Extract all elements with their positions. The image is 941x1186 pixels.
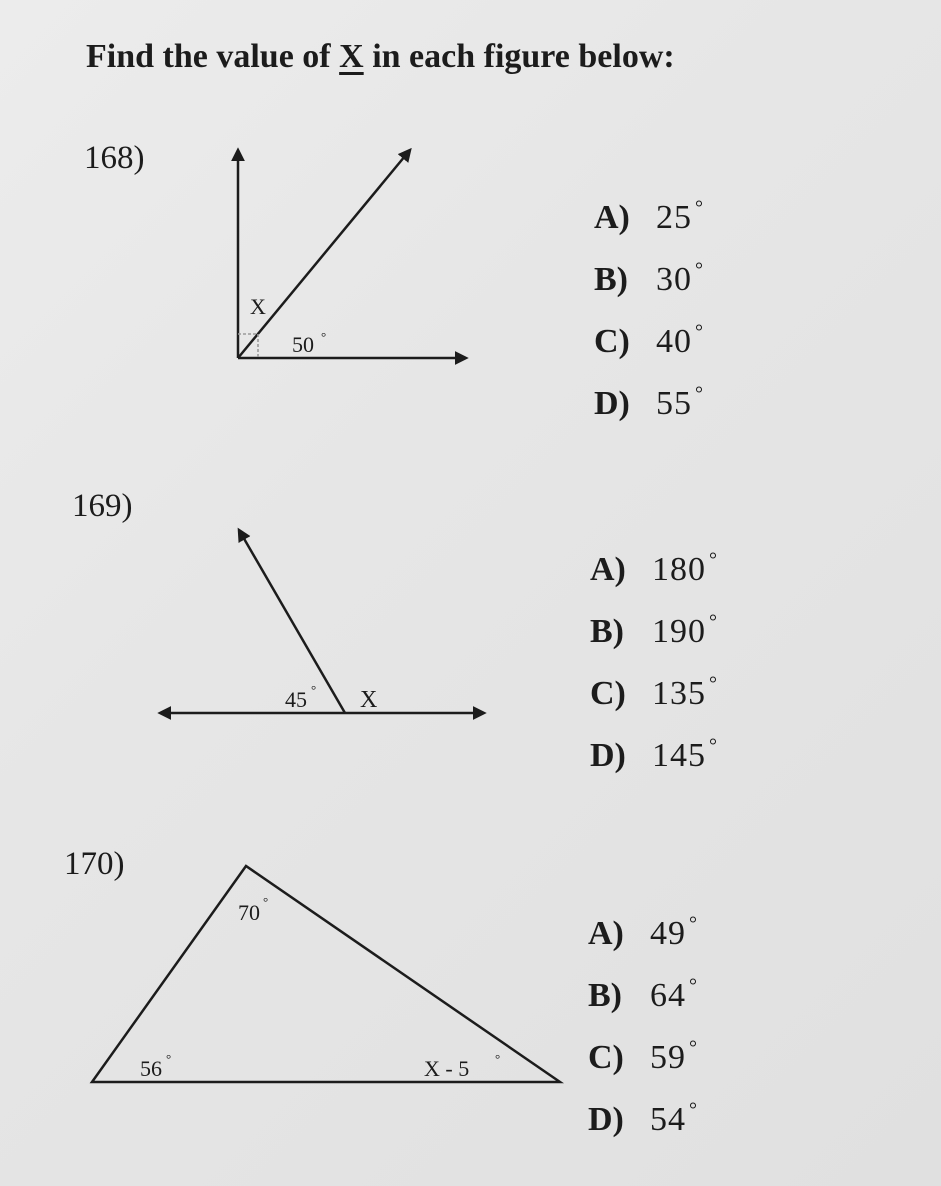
figure-168-label-50: 50 bbox=[292, 332, 314, 357]
choice-value: 64 bbox=[650, 977, 686, 1014]
problem-number-168: 168) bbox=[84, 140, 145, 176]
figure-169-label-x: X bbox=[360, 687, 378, 713]
choice-value: 180 bbox=[652, 551, 706, 588]
choice-value: 55 bbox=[656, 385, 692, 422]
choice-letter: D) bbox=[594, 385, 630, 422]
figure-170 bbox=[92, 866, 560, 1082]
choice-169-d[interactable] bbox=[590, 720, 717, 782]
figure-169-slanted-ray bbox=[239, 530, 345, 713]
degree-symbol: ° bbox=[709, 673, 717, 695]
degree-symbol: ° bbox=[695, 197, 703, 219]
figure-170-label-56: 56 bbox=[140, 1056, 162, 1081]
figure-170-degree-left: ° bbox=[166, 1051, 172, 1066]
choice-170-c[interactable] bbox=[588, 1022, 697, 1084]
figure-170-label-x-minus-5: X - 5 bbox=[424, 1056, 470, 1081]
choice-169-c[interactable] bbox=[590, 658, 717, 720]
choice-value: 25 bbox=[656, 199, 692, 236]
figure-170-triangle bbox=[92, 866, 560, 1082]
choice-value: 49 bbox=[650, 915, 686, 952]
problem-number-169: 169) bbox=[72, 488, 133, 524]
choice-170-d[interactable] bbox=[588, 1084, 697, 1146]
degree-symbol: ° bbox=[689, 1037, 697, 1059]
choice-letter: D) bbox=[590, 737, 626, 774]
choices-168 bbox=[594, 182, 703, 430]
figure-170-label-70: 70 bbox=[238, 900, 260, 925]
choice-value: 145 bbox=[652, 737, 706, 774]
degree-symbol: ° bbox=[709, 549, 717, 571]
choice-letter: B) bbox=[590, 613, 624, 650]
choice-letter: C) bbox=[590, 675, 626, 712]
figure-169 bbox=[160, 530, 484, 713]
heading-prefix: Find the value of bbox=[86, 38, 331, 75]
heading-suffix: in each figure below: bbox=[372, 38, 675, 75]
choice-170-a[interactable] bbox=[588, 898, 697, 960]
degree-symbol: ° bbox=[689, 913, 697, 935]
problem-number-170: 170) bbox=[64, 846, 125, 882]
figure-170-degree-top: ° bbox=[263, 894, 269, 909]
figure-168 bbox=[238, 150, 466, 358]
choice-letter: B) bbox=[594, 261, 628, 298]
choices-170 bbox=[588, 898, 697, 1146]
degree-symbol: ° bbox=[689, 1099, 697, 1121]
choice-value: 135 bbox=[652, 675, 706, 712]
choice-value: 40 bbox=[656, 323, 692, 360]
choice-value: 54 bbox=[650, 1101, 686, 1138]
choice-169-b[interactable] bbox=[590, 596, 717, 658]
figure-170-degree-right: ° bbox=[495, 1051, 501, 1066]
choices-169 bbox=[590, 534, 717, 782]
choice-letter: D) bbox=[588, 1101, 624, 1138]
choice-letter: C) bbox=[588, 1039, 624, 1076]
choice-168-b[interactable] bbox=[594, 244, 703, 306]
choice-168-c[interactable] bbox=[594, 306, 703, 368]
choice-170-b[interactable] bbox=[588, 960, 697, 1022]
figure-168-label-x: X bbox=[250, 294, 266, 319]
heading-variable: X bbox=[339, 38, 364, 75]
choice-value: 190 bbox=[652, 613, 706, 650]
degree-symbol: ° bbox=[695, 259, 703, 281]
degree-symbol: ° bbox=[709, 735, 717, 757]
figure-169-degree: ° bbox=[311, 682, 317, 697]
choice-value: 59 bbox=[650, 1039, 686, 1076]
degree-symbol: ° bbox=[695, 321, 703, 343]
choice-letter: A) bbox=[594, 199, 630, 236]
choice-169-a[interactable] bbox=[590, 534, 717, 596]
choice-letter: C) bbox=[594, 323, 630, 360]
degree-symbol: ° bbox=[695, 383, 703, 405]
choice-letter: B) bbox=[588, 977, 622, 1014]
choice-letter: A) bbox=[588, 915, 624, 952]
degree-symbol: ° bbox=[689, 975, 697, 997]
choice-168-d[interactable] bbox=[594, 368, 703, 430]
figure-169-label-45: 45 bbox=[285, 687, 307, 712]
degree-symbol: ° bbox=[709, 611, 717, 633]
choice-168-a[interactable] bbox=[594, 182, 703, 244]
figure-168-degree: ° bbox=[321, 329, 327, 344]
figure-168-diagonal-ray bbox=[238, 150, 410, 358]
choice-value: 30 bbox=[656, 261, 692, 298]
choice-letter: A) bbox=[590, 551, 626, 588]
